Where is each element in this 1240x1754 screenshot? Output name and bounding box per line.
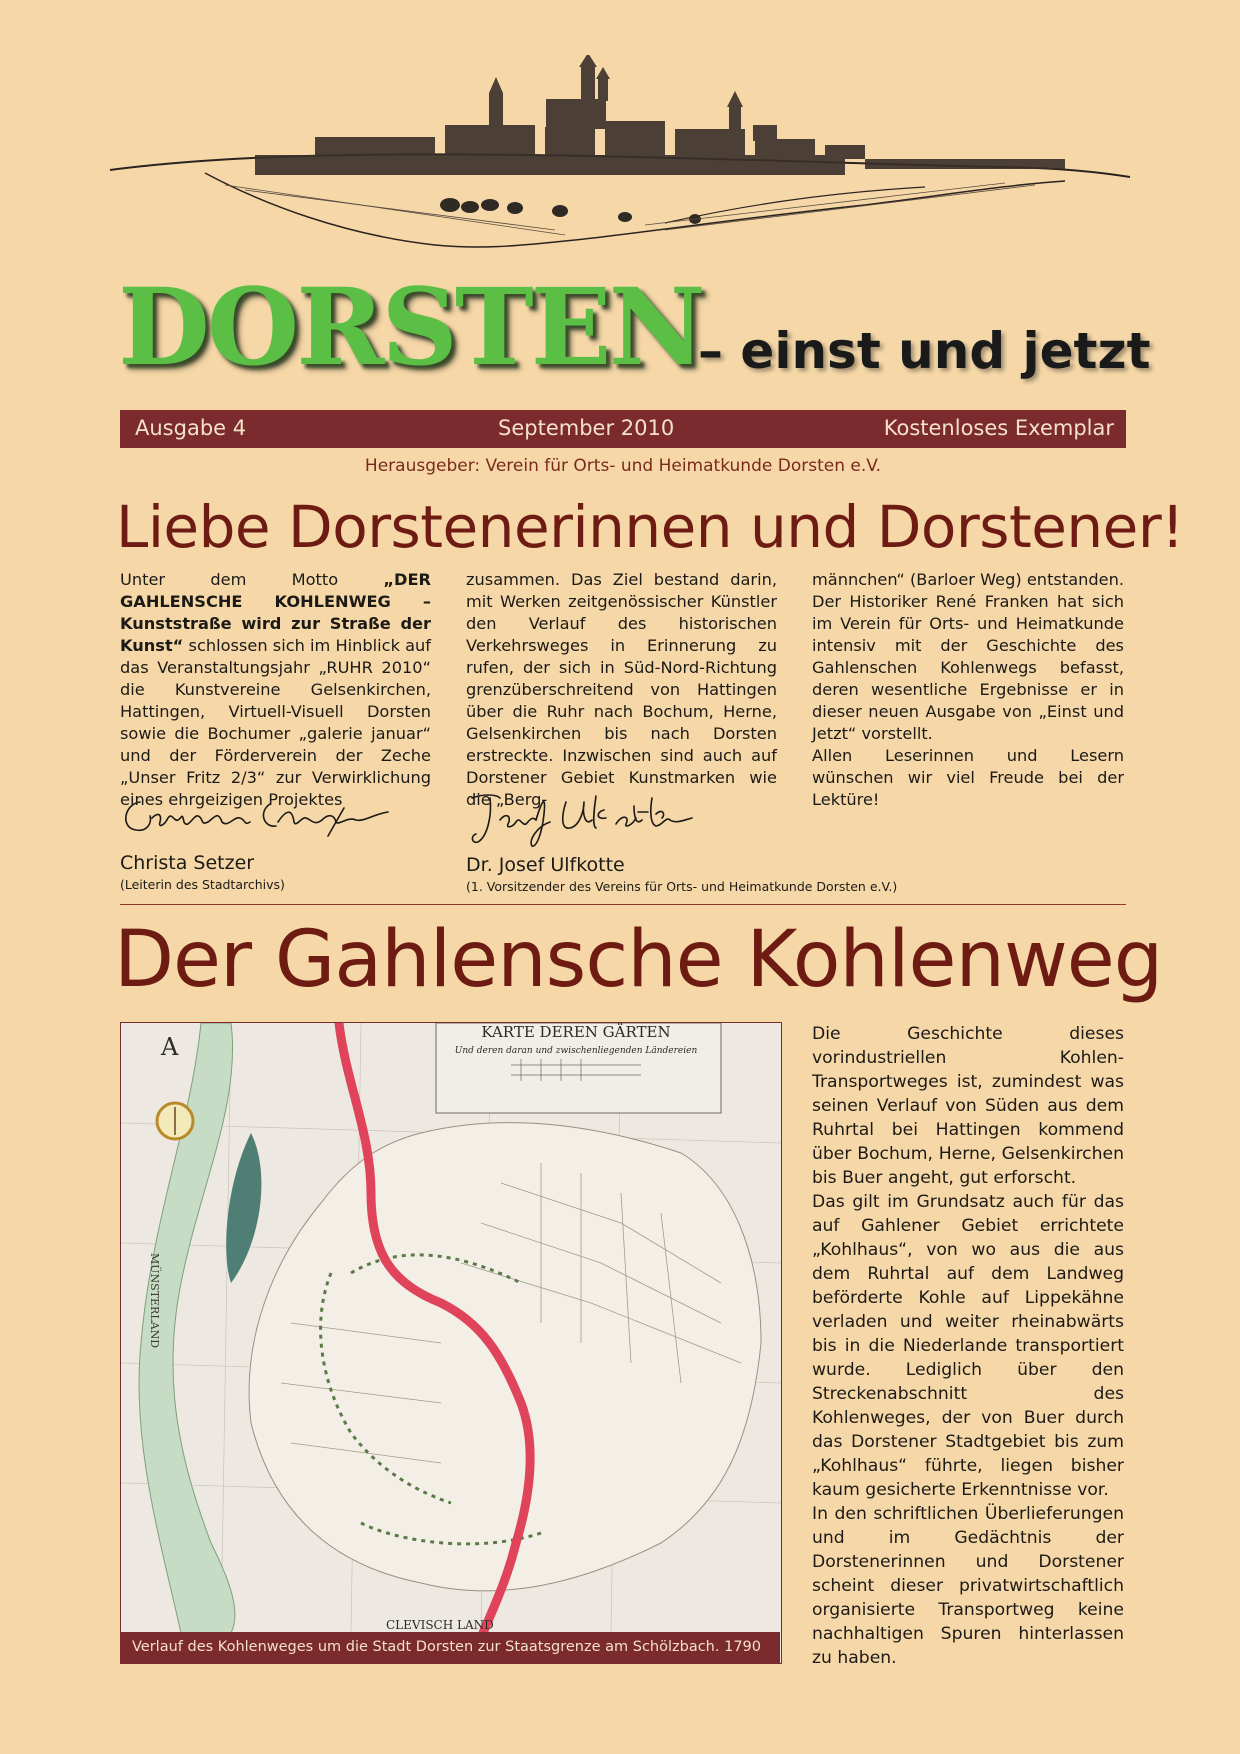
historic-map-image [120,1022,782,1664]
map-label-west: MÜNSTERLAND [148,1253,161,1349]
signer1-role: (Leiterin des Stadtarchivs) [120,877,285,892]
map-label-south: CLEVISCH LAND [386,1618,494,1632]
map-cartouche-subtitle: Und deren daran und zwischenliegenden Ländereien [454,1046,698,1056]
map-cartouche-title: KARTE DEREN GÄRTEN [481,1023,671,1041]
col1-intro: Unter dem Motto [120,570,384,589]
signature-ulfkotte [466,790,726,852]
article-paragraph-2: Das gilt im Grundsatz auch für das auf Gahlener Gebiet errichtete „Kohlhaus“, von wo aus die aus dem Ruhrtal auf dem Landweg beförderte Kohle auf Lippekähne verladen und weiter rheinabwärts bis in die Niederlande transportiert wurde. Lediglich über den Streckenabschnitt des Kohlenweges, der von Buer durch das Dorstener Stadtgebiet bis zum „Kohlhaus“ führte, liegen bisher kaum gesicherte Erkenntnisse vor. [812,1192,1124,1500]
signer2-role: (1. Vorsitzender des Vereins für Orts- und Heimatkunde Dorsten e.V.) [466,879,898,894]
issue-date: September 2010 [498,416,675,440]
price-note: Kostenloses Exemplar [883,416,1114,440]
col3-paragraph-2: Allen Leserinnen und Lesern wünschen wir viel Freude bei der Lektüre! [812,746,1124,809]
map-caption [120,1632,780,1663]
article-paragraph-3: In den schriftlichen Überlieferungen und im Gedächtnis der Dorstenerinnen und Dorstener scheint dieser privatwirtschaftlich organisierte Transportweg keine nachhaltigen Spuren hinterlassen zu haben. [812,1504,1124,1668]
editorial-column-3 [812,569,1124,811]
section-divider [120,904,1126,905]
article-text-column [812,1022,1124,1670]
editorial-headline: Liebe Dorstenerinnen und Dorstener! [116,493,1184,561]
publisher-line: Herausgeber: Verein für Orts- und Heimatkunde Dorsten e.V. [364,456,882,476]
col1-body: schlossen sich im Hinblick auf das Veranstaltungsjahr „RUHR 2010“ die Kunstvereine Gelsenkirchen, Hattingen, Virtuell-Visuell Dorsten sowie die Bochumer „galerie januar“ und der Förderverein der Zeche „Unser Fritz 2/3“ zur Verwirklichung eines ehrgeizigen Projektes [120,636,431,809]
col2-body: zusammen. Das Ziel bestand darin, mit Werken zeitgenössischer Künstler den Verlauf des historischen Verkehrsweges in Erinnerung zu rufen, der sich in Süd-Nord-Richtung grenzüberschreitend von Hattingen über die Ruhr nach Bochum, Herne, Gelsenkirchen bis nach Dorsten erstreckte. Inzwischen sind auch auf Dorstener Gebiet Kunstmarken wie die „Berg- [466,570,777,809]
city-skyline-engraving [105,55,1135,270]
col3-paragraph-1: männchen“ (Barloer Weg) entstanden. Der Historiker René Franken hat sich im Verein für Orts- und Heimatkunde intensiv mit der Geschichte des Gahlenschen Kohlenwegs befasst, deren wesentliche Ergebnisse er in dieser neuen Ausgabe von „Einst und Jetzt“ vorstellt. [812,570,1125,743]
signature-setzer [118,792,408,842]
map-corner-label: A [161,1033,179,1061]
col1-motto: „DER GAHLENSCHE KOHLENWEG – Kunststraße wird zur Straße der Kunst“ [120,570,431,655]
editorial-column-2 [466,569,777,811]
title-dorsten: DORSTEN [118,264,703,389]
editorial-column-1 [120,569,431,811]
map-caption-text: Verlauf des Kohlenweges um die Stadt Dorsten zur Staatsgrenze am Schölzbach. 1790 [132,1639,761,1655]
article-headline: Der Gahlensche Kohlenweg [114,915,1163,1005]
issue-number: Ausgabe 4 [135,416,247,440]
signer1-name: Christa Setzer [120,852,255,874]
title-subtitle: – einst und jetzt [698,322,1151,380]
article-paragraph-1: Die Geschichte dieses vorindustriellen Kohlen-Transportweges ist, zumindest was seinen Verlauf von Süden aus dem Ruhrtal bei Hattingen kommend über Bochum, Herne, Gelsenkirchen bis Buer angeht, gut erforscht. [812,1024,1124,1188]
masthead-title [118,264,1151,392]
signer2-name: Dr. Josef Ulfkotte [466,854,625,876]
map-drawing [121,1023,781,1633]
issue-band [120,410,1126,448]
